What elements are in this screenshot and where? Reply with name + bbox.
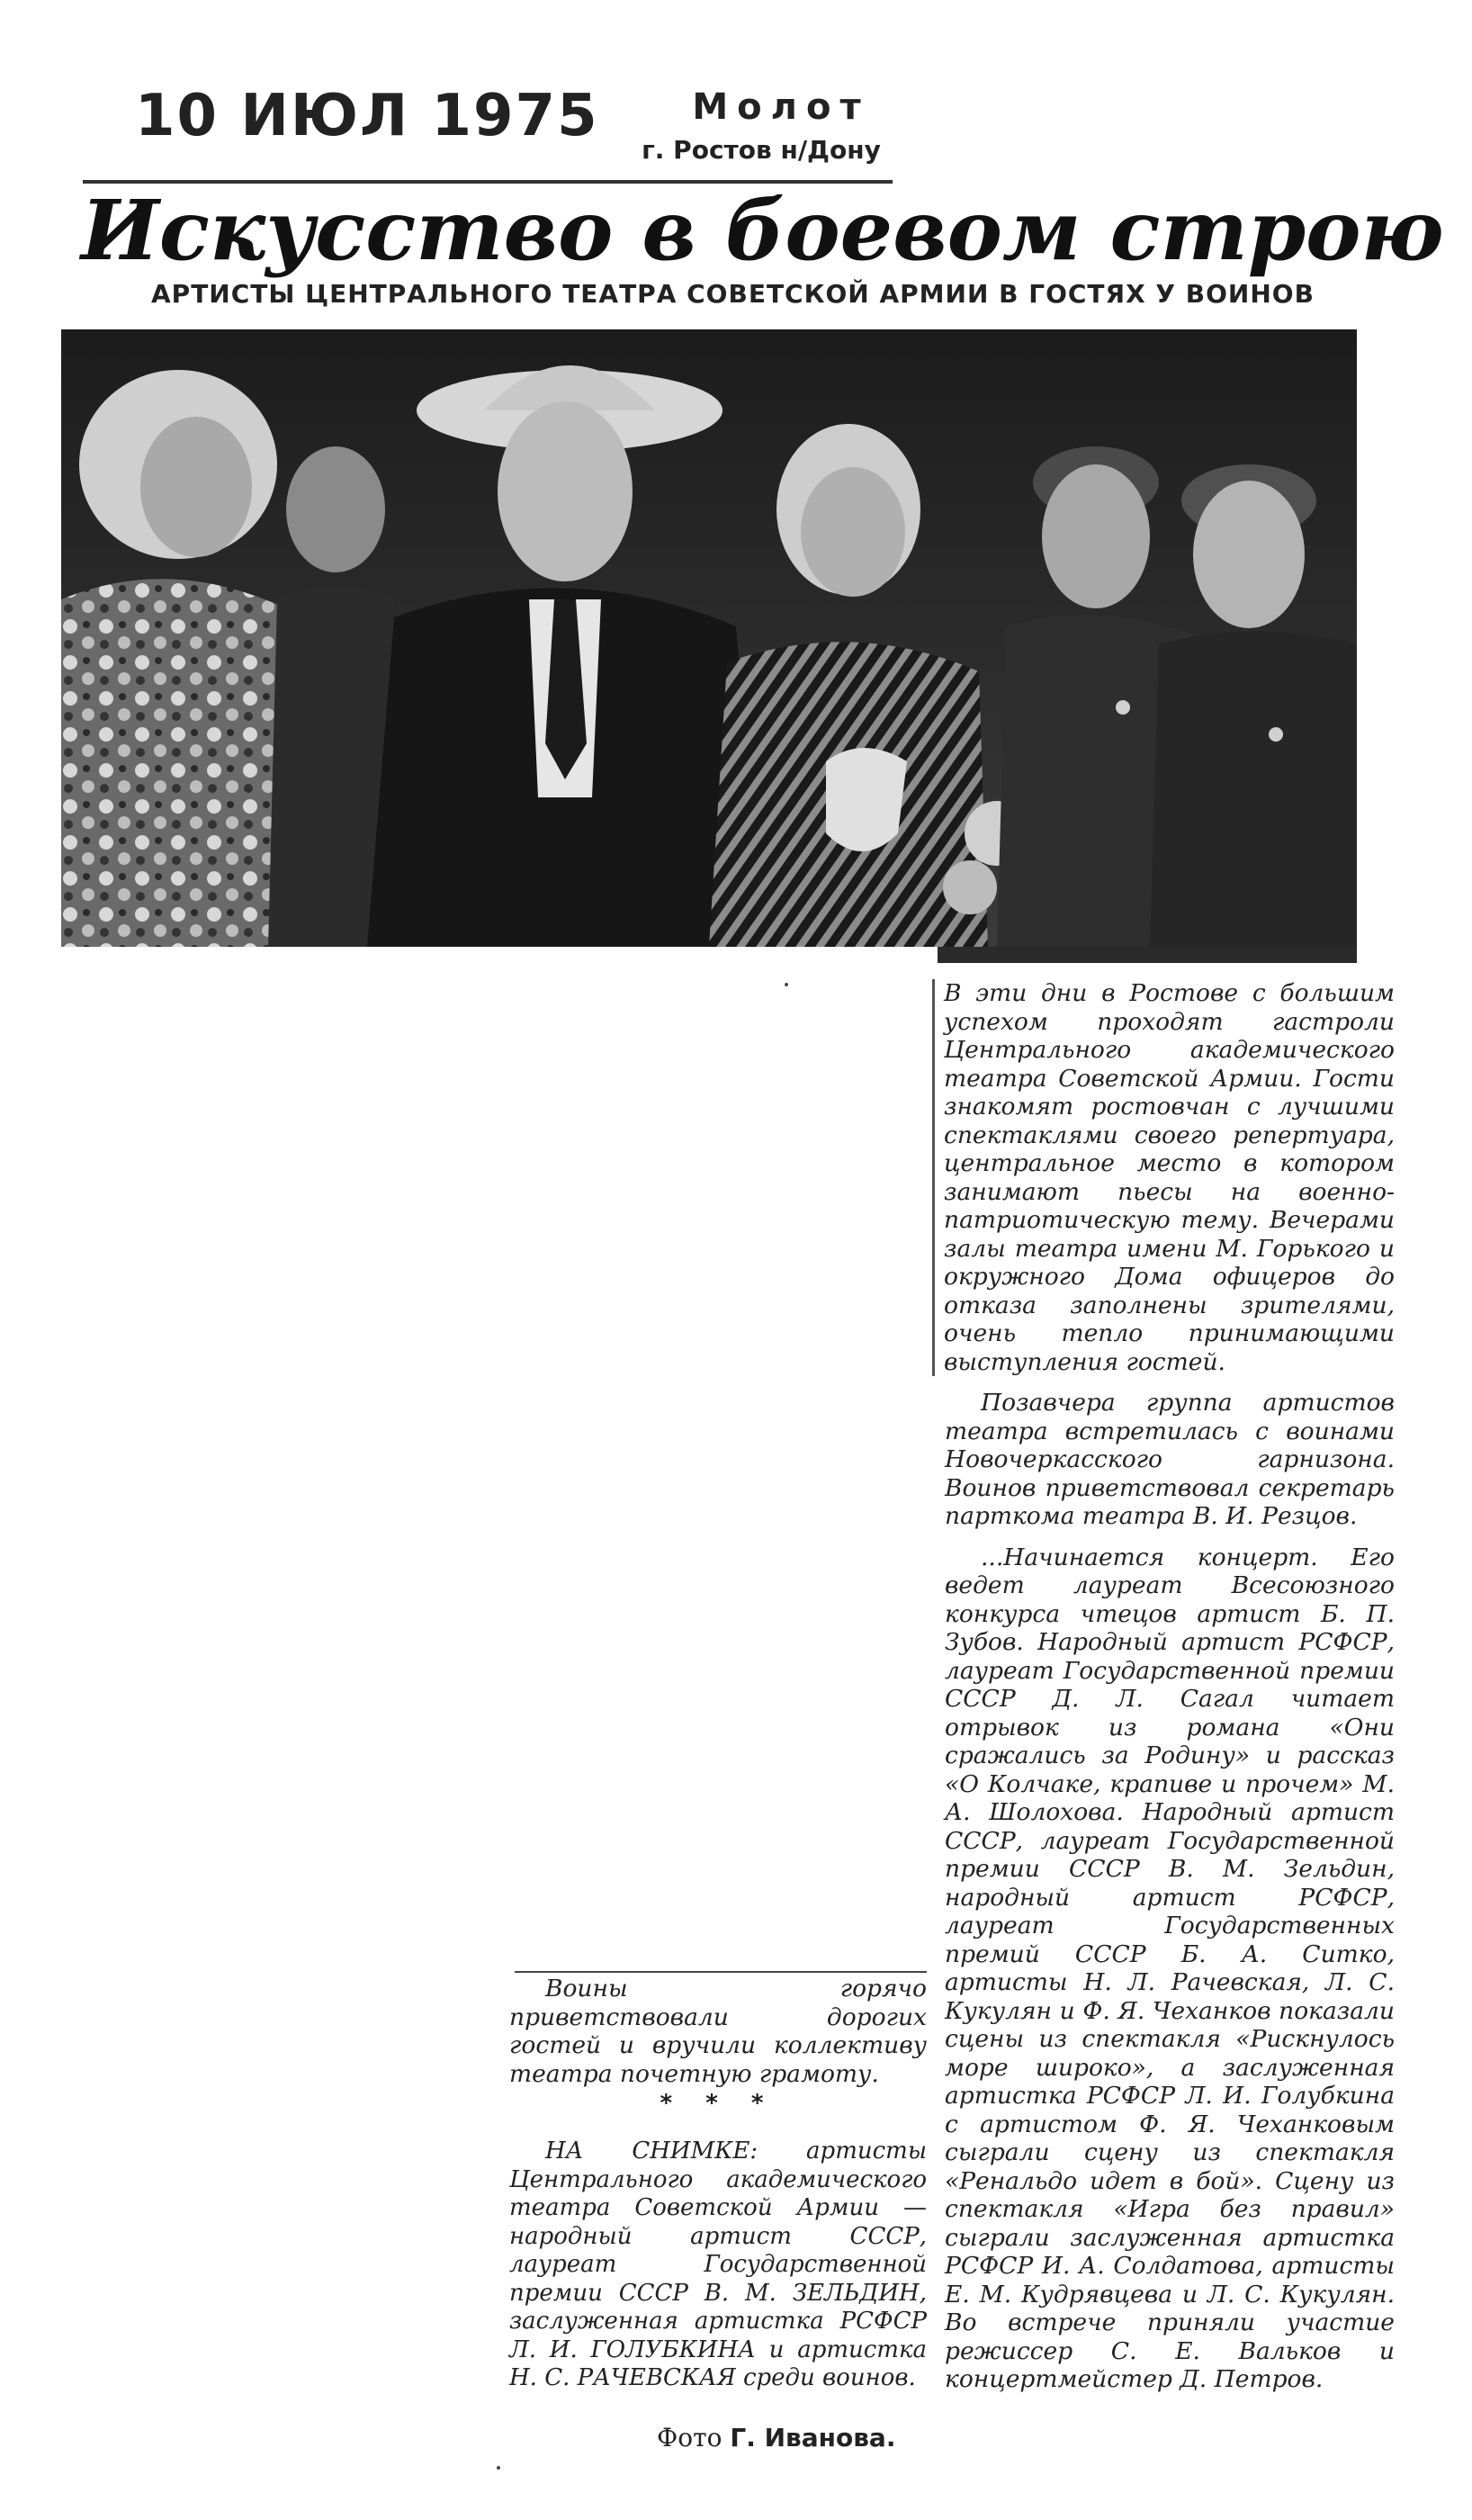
photo-credit-prefix: Фото <box>657 2423 723 2452</box>
photo-bottom-edge <box>938 947 1357 963</box>
date-stamp: 10 ИЮЛ 1975 <box>135 83 599 149</box>
print-speck <box>785 983 788 986</box>
article-headline: Искусство в боевом строю <box>81 182 1444 279</box>
section-separator: * * * <box>660 2090 776 2117</box>
paragraph-3: ...Начинается концерт. Его ведет лауреат Всесоюзного конкурса чтецов артист Б. П. Зубов. Народный артист РСФСР, лауреат Государственной премии СССР Д. Л. Сагал читает отрывок из романа «Они сражались за Родину» и рассказ «О Колчаке, крапиве и прочем» М. А. Шолохова. Народный артист СССР, лауреат Государственной премии СССР В. М. Зельдин, народный артист РСФСР, лауреат Государственных премий СССР Б. А. Ситко, артисты Н. Л. Рачевская, Л. С. Кукулян и Ф. Я. Чеханков показали сцены из спектакля «Рискнулось море широко», а заслуженная артистка РСФСР Л. И. Голубкина с артистом Ф. Я. Чеханковым сыграли сцену из спектакля «Ренальдо идет в бой». Сцену из спектакля «Игра без правил» сыграли заслуженная артистка РСФСР И. А. Солдатова, артисты Е. М. Кудрявцева и Л. С. Кукулян. Во встрече приняли участие режиссер С. Е. Вальков и концертмейстер Д. Петров. <box>945 1543 1395 2393</box>
photo-caption <box>509 2138 927 2393</box>
article-closing <box>509 1975 927 2088</box>
article-photo <box>61 329 1357 947</box>
newspaper-name: Молот <box>692 86 870 128</box>
paragraph-2: Позавчера группа артистов театра встретилась с воинами Новочеркасского гарнизона. Воинов приветствовал секретарь парткома театра В. И. Резцов. <box>945 1389 1395 1530</box>
photo-credit-name: Г. Иванова. <box>730 2423 896 2452</box>
photo-credit <box>657 2423 927 2452</box>
article-body <box>945 979 1395 2407</box>
paragraph-1: В эти дни в Ростове с большим успехом проходят гастроли Центрального академического театра Советской Армии. Гости знакомят ростовчан с лучшими спектаклями своего репертуара, центральное место в котором занимают пьесы на военно-патриотическую тему. Вечерами залы театра имени М. Горького и окружного Дома офицеров до отказа заполнены зрителями, очень тепло принимающими выступления гостей. <box>932 979 1395 1376</box>
article-subheadline: АРТИСТЫ ЦЕНТРАЛЬНОГО ТЕАТРА СОВЕТСКОЙ АРМИИ В ГОСТЯХ У ВОИНОВ <box>151 279 1315 309</box>
photo-illustration <box>61 329 1357 947</box>
column-rule <box>515 1971 927 1973</box>
print-speck <box>497 2466 500 2470</box>
caption-text: НА СНИМКЕ: артисты Центрального академического театра Советской Армии — народный артист СССР, лауреат Государственной премии СССР В. М. ЗЕЛЬДИН, заслуженная артистка РСФСР Л. И. ГОЛУБКИНА и артистка Н. С. РАЧЕВСКАЯ среди воинов. <box>509 2138 927 2391</box>
newspaper-city: г. Ростов н/Дону <box>642 135 881 165</box>
closing-paragraph: Воины горячо приветствовали дорогих гостей и вручили коллективу театра почетную грамоту. <box>509 1975 927 2088</box>
